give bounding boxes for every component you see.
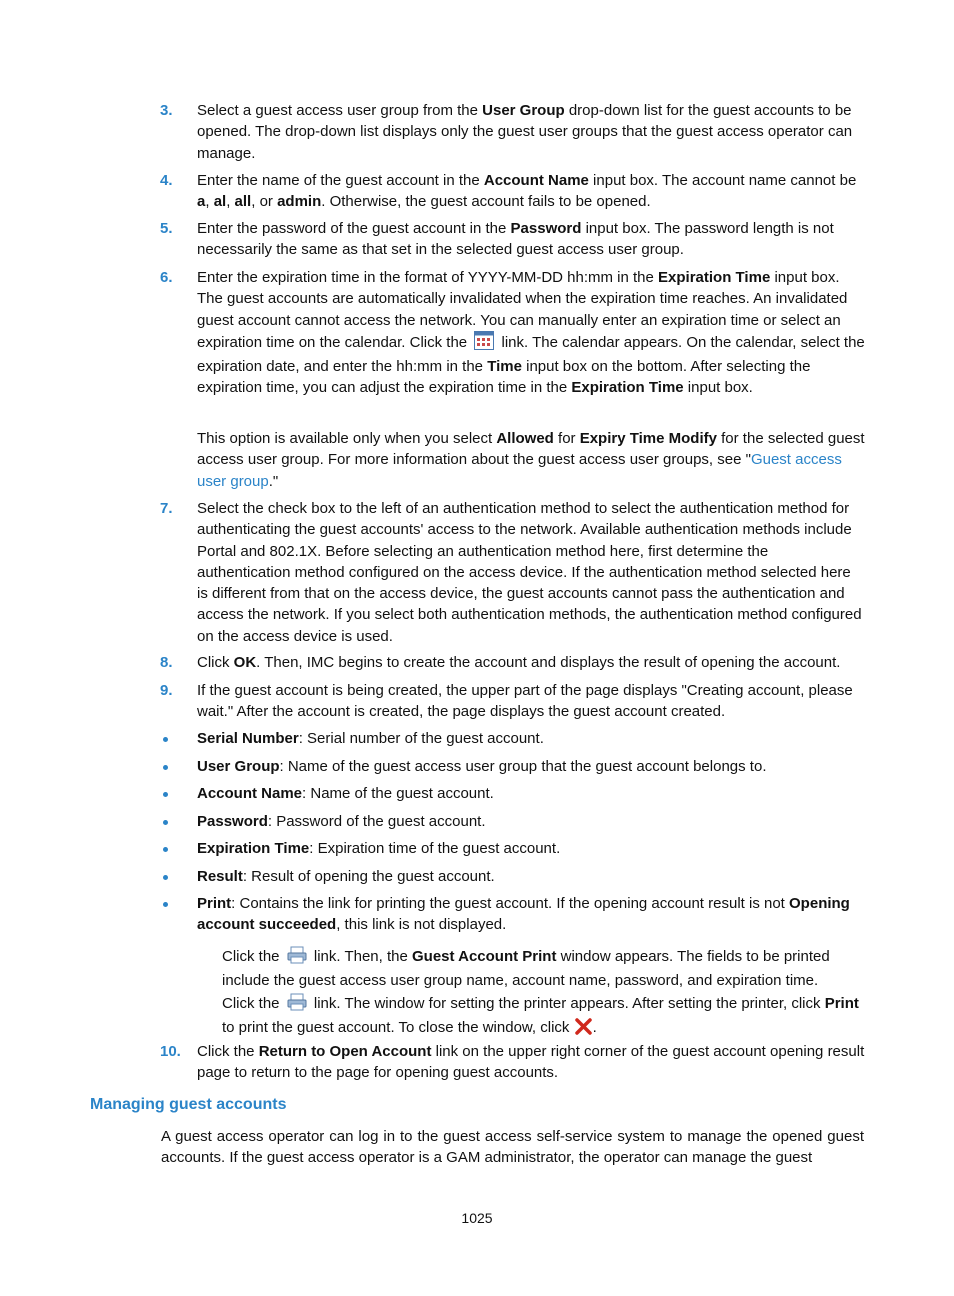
bullet-dot bbox=[163, 792, 168, 797]
bullet-dot bbox=[163, 847, 168, 852]
bullet-dot bbox=[163, 875, 168, 880]
bullet-dot bbox=[163, 765, 168, 770]
list-item: Password: Password of the guest account. bbox=[197, 813, 486, 830]
bullet-dot bbox=[163, 737, 168, 742]
list-item: User Group: Name of the guest access user group that the guest account belongs to. bbox=[197, 758, 767, 775]
step-number: 9. bbox=[160, 682, 173, 699]
step-3-text: Select a guest access user group from the User Group drop-down list for the guest accounts to be opened. The drop-down list displays only the guest user groups that the guest access operator can manage. bbox=[197, 102, 853, 162]
printer-icon[interactable] bbox=[287, 993, 307, 1017]
step-8-text: Click OK. Then, IMC begins to create the account and displays the result of opening the account. bbox=[197, 654, 841, 671]
print-sub-2: Click the link. The window for setting the printer appears. After setting the printer, click Print to print the guest account. To close the window, click . bbox=[222, 993, 867, 1042]
step-number: 3. bbox=[160, 102, 173, 119]
close-icon[interactable] bbox=[575, 1018, 592, 1041]
section-heading: Managing guest accounts bbox=[90, 1096, 287, 1113]
step-7-text: Select the check box to the left of an authentication method to select the authentication method for authenticating the guest accounts' access to the network. Available authentication methods include Portal and 802.1X. Before selecting an authentication method here, first determine the authentication method configured on the access device. If the authentication method selected here is different from that on the access device, the guest accounts cannot pass the authentication and access the network. If you select both authentication methods, the authentication method configured on the access device is used. bbox=[197, 500, 862, 645]
bullet-dot bbox=[163, 820, 168, 825]
step-number: 5. bbox=[160, 220, 173, 237]
step-9-text: If the guest account is being created, the upper part of the page displays "Creating account, please wait." After the account is created, the page displays the guest account created. bbox=[197, 682, 853, 721]
calendar-icon[interactable] bbox=[474, 331, 494, 356]
print-icon[interactable] bbox=[287, 946, 307, 970]
step-number: 8. bbox=[160, 654, 173, 671]
list-item: Result: Result of opening the guest account. bbox=[197, 868, 495, 885]
step-4-text: Enter the name of the guest account in the Account Name input box. The account name cannot be a, al, all, or admin. Otherwise, the guest account fails to be opened. bbox=[197, 172, 857, 211]
list-item: Print: Contains the link for printing the guest account. If the opening account result is not Opening account succeeded, this link is not displayed. bbox=[197, 895, 850, 934]
step-6-note: This option is available only when you select Allowed for Expiry Time Modify for the selected guest access user group. For more information about the guest access user groups, see "Guest access user group." bbox=[197, 430, 865, 490]
page-number: 1025 bbox=[461, 1210, 493, 1226]
bullet-dot bbox=[163, 902, 168, 907]
step-number: 10. bbox=[160, 1043, 181, 1060]
step-5-text: Enter the password of the guest account in the Password input box. The password length is not necessarily the same as that set in the selected guest access user group. bbox=[197, 220, 834, 259]
list-item: Account Name: Name of the guest account. bbox=[197, 785, 494, 802]
print-sub-1: Click the link. Then, the Guest Account Print window appears. The fields to be printed include the guest access user group name, account name, password, and expiration time. bbox=[222, 948, 830, 990]
list-item: Serial Number: Serial number of the guest account. bbox=[197, 730, 544, 747]
list-item: Expiration Time: Expiration time of the guest account. bbox=[197, 840, 561, 857]
step-number: 6. bbox=[160, 269, 173, 286]
step-number: 4. bbox=[160, 172, 173, 189]
step-6-text: Enter the expiration time in the format of YYYY-MM-DD hh:mm in the Expiration Time input box. The guest accounts are automatically invalidated when the expiration time reaches. An invalidated guest account cannot access the network. You can manually enter an expiration time or select an expiration time on the calendar. Click the link. The calendar appears. On the calendar, select the expiration date, and enter the hh:mm in the Time input box on the bottom. After selecting the expiration time, you can adjust the expiration time in the Expiration Time input box. bbox=[197, 269, 865, 397]
guest-access-user-group-link[interactable]: Guest access user group bbox=[197, 451, 842, 490]
step-number: 7. bbox=[160, 500, 173, 517]
step-10-text: Click the Return to Open Account link on the upper right corner of the guest account opening result page to return to the page for opening guest accounts. bbox=[197, 1043, 865, 1082]
section-paragraph: A guest access operator can log in to the guest access self-service system to manage the opened guest accounts. If the guest access operator is a GAM administrator, the operator can manage the guest bbox=[161, 1128, 864, 1167]
